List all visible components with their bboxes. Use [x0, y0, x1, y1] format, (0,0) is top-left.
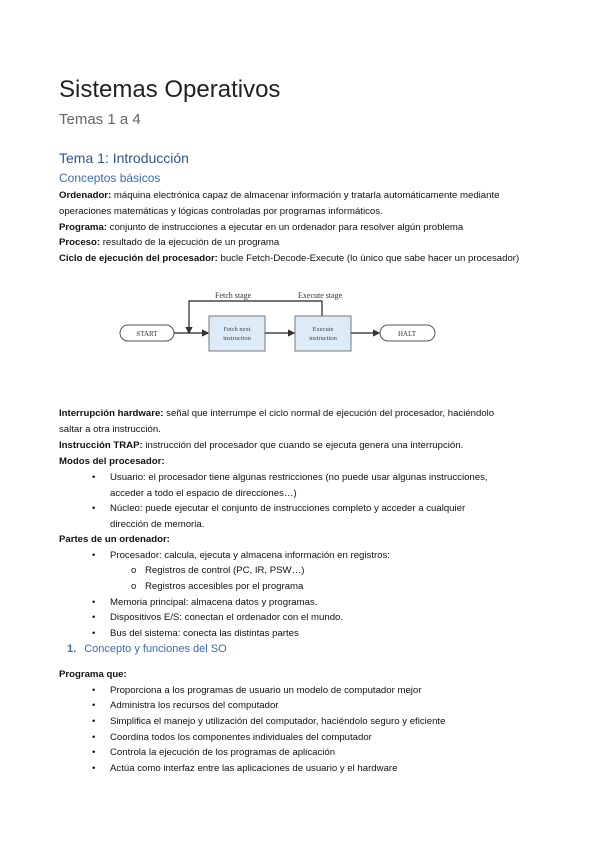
svg-text:HALT: HALT	[397, 330, 417, 338]
def-ciclo: Ciclo de ejecución del procesador: bucle Fetch-Decode-Execute (lo único que sabe hacer un procesador)	[59, 253, 520, 264]
heading-modos: Modos del procesador:	[59, 456, 165, 467]
def-interrupcion-cont: saltar a otra instrucción.	[59, 424, 161, 435]
execute-box	[295, 316, 351, 351]
heading-conceptos-basicos: Conceptos básicos	[59, 171, 161, 185]
svg-text:instruction: instruction	[223, 335, 251, 342]
svg-text:Execute: Execute	[312, 326, 334, 333]
heading-tema-1: Tema 1: Introducción	[59, 150, 189, 166]
svg-text:instruction: instruction	[309, 335, 337, 342]
def-interrupcion: Interrupción hardware: señal que interrumpe el ciclo normal de ejecución del procesador, haciéndolo	[59, 408, 495, 419]
fetch-stage-label: Fetch stage	[215, 291, 252, 300]
so-intro: Programa que:	[59, 669, 127, 680]
fetch-execute-diagram	[115, 283, 455, 355]
svg-text:START: START	[136, 330, 158, 338]
def-ordenador: Ordenador: máquina electrónica capaz de almacenar información y tratarla automáticamente mediante	[59, 190, 500, 201]
def-programa: Programa: conjunto de instrucciones a ejecutar en un ordenador para resolver algún problema	[59, 222, 464, 233]
heading-partes: Partes de un ordenador:	[59, 534, 170, 545]
execute-stage-label: Execute stage	[298, 291, 343, 300]
def-ordenador-cont: operaciones matemáticas y lógicas controladas por programas informáticos.	[59, 206, 383, 217]
heading-concepto-so: 1. Concepto y funciones del SO	[67, 643, 227, 655]
def-trap: Instrucción TRAP: instrucción del procesador que cuando se ejecuta genera una interrupción.	[59, 440, 464, 451]
fetch-box	[209, 316, 265, 351]
document-subtitle: Temas 1 a 4	[59, 111, 141, 128]
svg-text:Fetch next: Fetch next	[223, 326, 251, 333]
document-title: Sistemas Operativos	[59, 76, 281, 103]
def-proceso: Proceso: resultado de la ejecución de un programa	[59, 237, 280, 248]
